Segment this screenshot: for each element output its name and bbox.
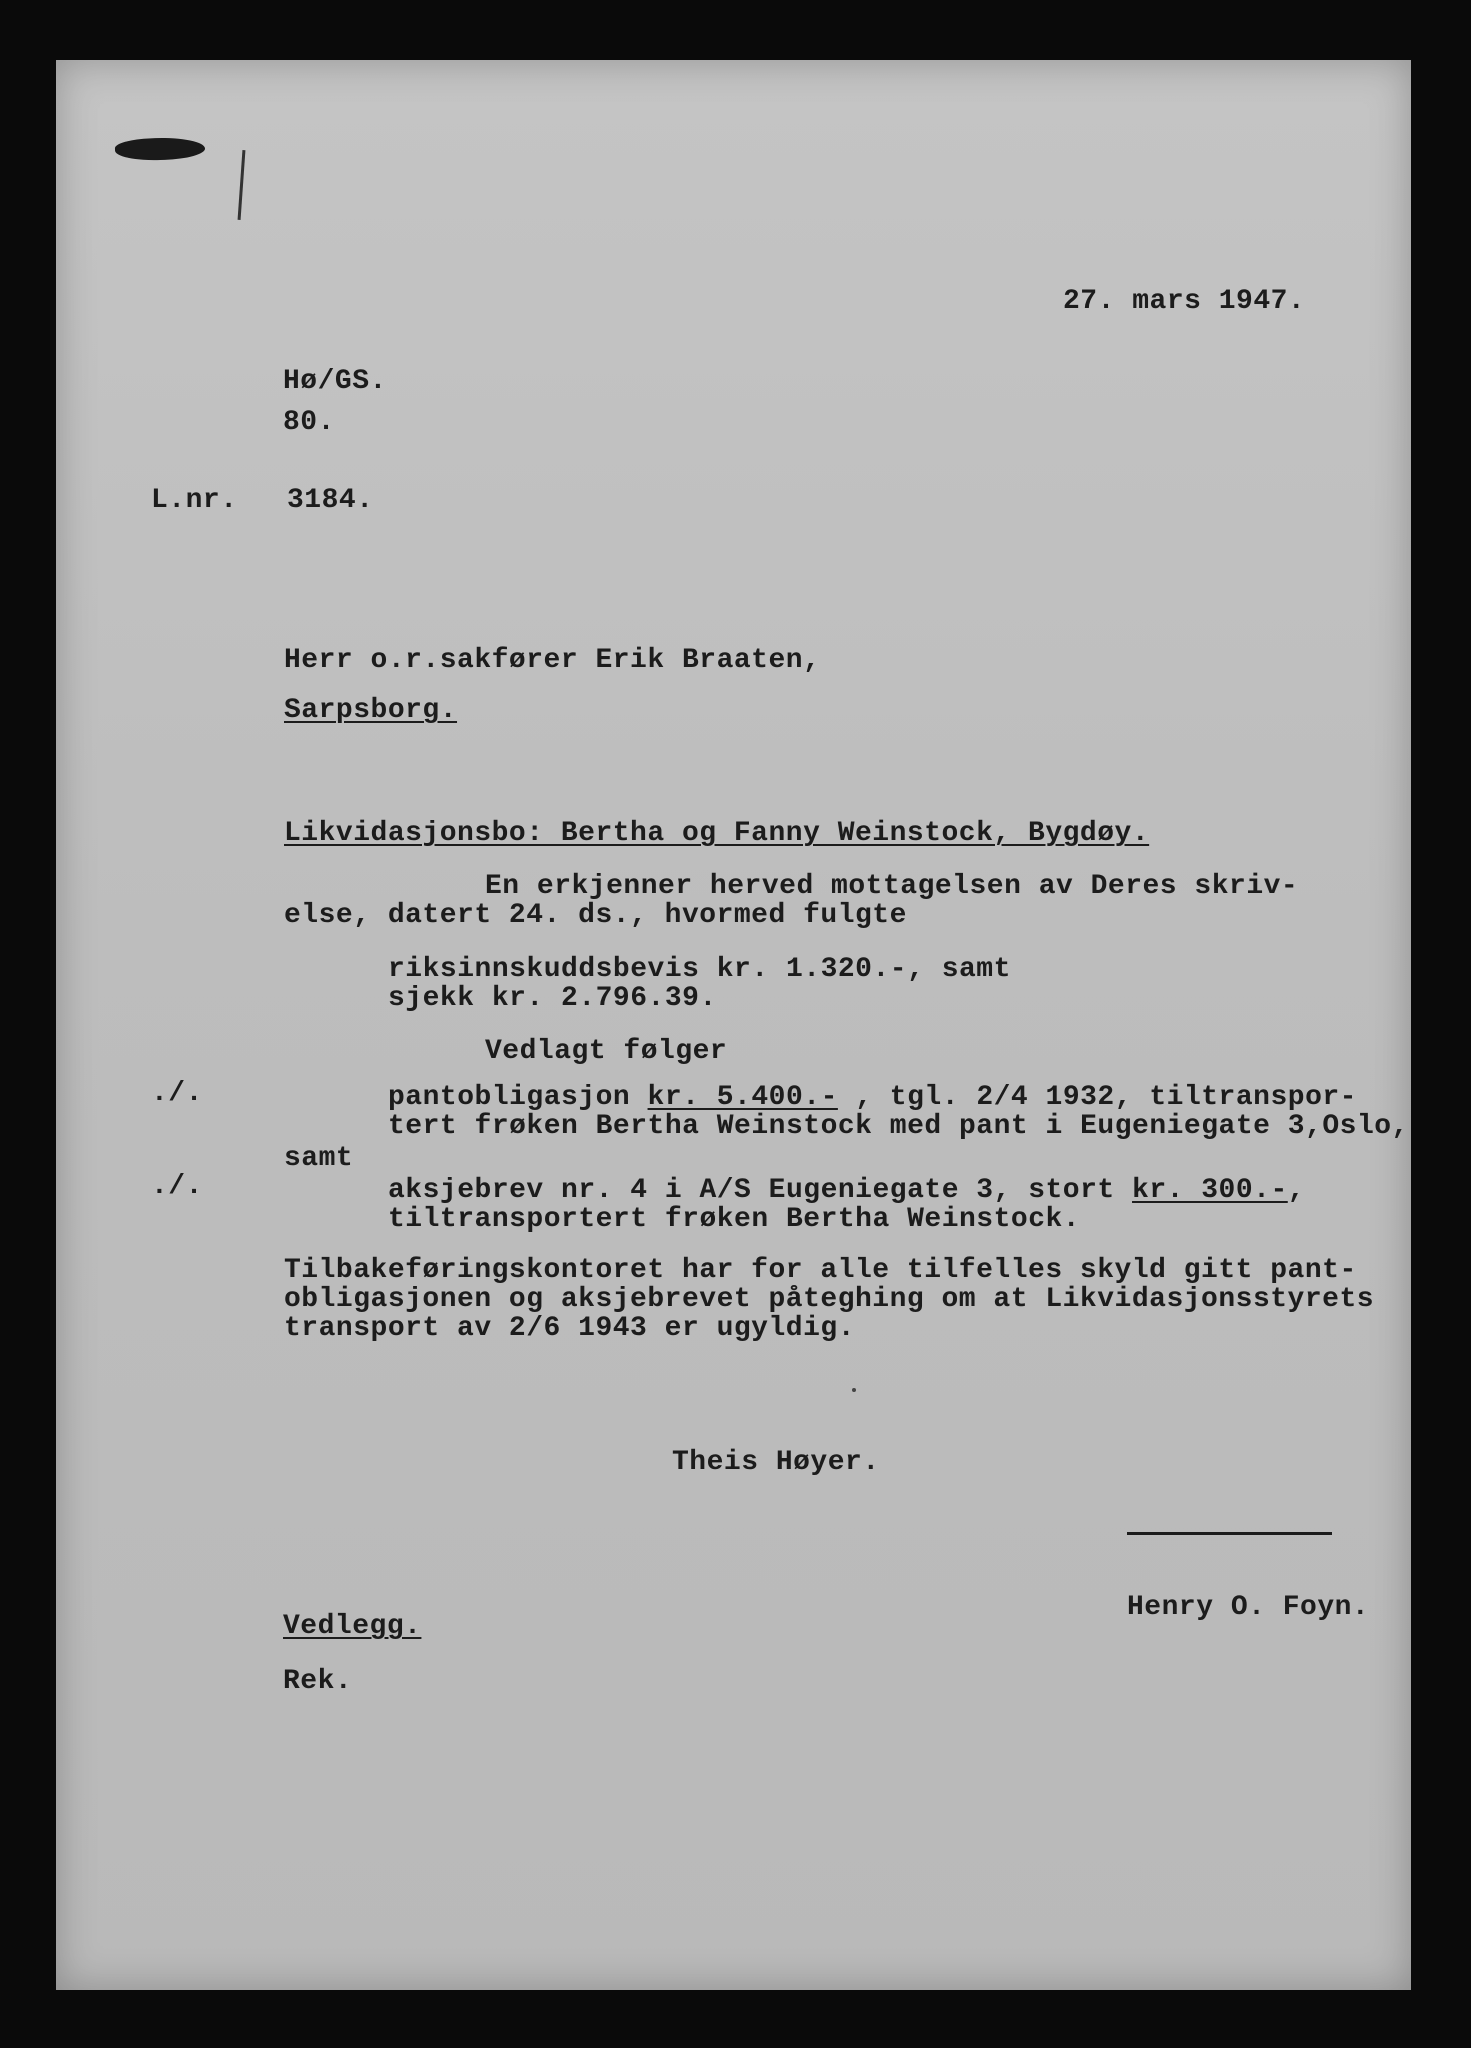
- paragraph-2-line-1: Tilbakeføringskontoret har for alle tilfelles skyld gitt pant-: [284, 1255, 1357, 1286]
- document-page: [56, 60, 1411, 1990]
- letter-subject: Likvidasjonsbo: Bertha og Fanny Weinstock, Bygdøy.: [284, 818, 1150, 849]
- signer-henry-foyn: Henry O. Foyn.: [1127, 1592, 1370, 1623]
- paragraph-2-line-2: obligasjonen og aksjebrevet påteghing om at Likvidasjonsstyrets: [284, 1284, 1375, 1315]
- received-item-line-1: riksinnskuddsbevis kr. 1.320.-, samt: [388, 954, 1011, 985]
- enclosure-1-text-a: pantobligasjon: [388, 1082, 648, 1113]
- paragraph-1-line-2: else, datert 24. ds., hvormed fulgte: [284, 900, 907, 931]
- signer-theis-hoyer: Theis Høyer.: [672, 1447, 880, 1478]
- enclosure-2-line-1: [388, 1177, 1305, 1205]
- enclosure-mark-2: ./.: [151, 1171, 203, 1202]
- attachments-label: Vedlegg.: [283, 1611, 422, 1642]
- recipient-city: Sarpsborg.: [284, 695, 458, 726]
- signature-line: [1127, 1532, 1332, 1535]
- enclosure-1-line-1: [388, 1084, 1357, 1112]
- reference-number: 80.: [283, 407, 335, 438]
- registered-mail-note: Rek.: [283, 1666, 353, 1697]
- enclosure-2-text-b: ,: [1287, 1175, 1306, 1206]
- letter-date: 27. mars 1947.: [1063, 286, 1306, 317]
- samt-label: samt: [284, 1143, 354, 1174]
- enclosure-1-text-b: , tgl. 2/4 1932, tiltranspor-: [837, 1082, 1357, 1113]
- enclosure-2-amount: kr. 300.-: [1132, 1175, 1288, 1206]
- recipient-name: Herr o.r.sakfører Erik Braaten,: [284, 645, 821, 676]
- enclosed-intro: Vedlagt følger: [485, 1036, 728, 1067]
- received-item-line-2: sjekk kr. 2.796.39.: [388, 983, 717, 1014]
- lnr-label: L.nr.: [151, 485, 238, 516]
- enclosure-1-amount: kr. 5.400.-: [647, 1082, 838, 1113]
- enclosure-mark-1: ./.: [151, 1078, 203, 1109]
- enclosure-1-line-2: tert frøken Bertha Weinstock med pant i Eugeniegate 3,Oslo,: [388, 1111, 1409, 1142]
- enclosure-2-line-2: tiltransportert frøken Bertha Weinstock.: [388, 1204, 1081, 1235]
- reference-initials: Hø/GS.: [283, 366, 387, 397]
- paragraph-1-line-1: En erkjenner herved mottagelsen av Deres skriv-: [485, 871, 1299, 902]
- ink-speck: [852, 1388, 856, 1392]
- lnr-value: 3184.: [287, 485, 374, 516]
- paragraph-2-line-3: transport av 2/6 1943 er ugyldig.: [284, 1313, 855, 1344]
- enclosure-2-text-a: aksjebrev nr. 4 i A/S Eugeniegate 3, stort: [388, 1175, 1133, 1206]
